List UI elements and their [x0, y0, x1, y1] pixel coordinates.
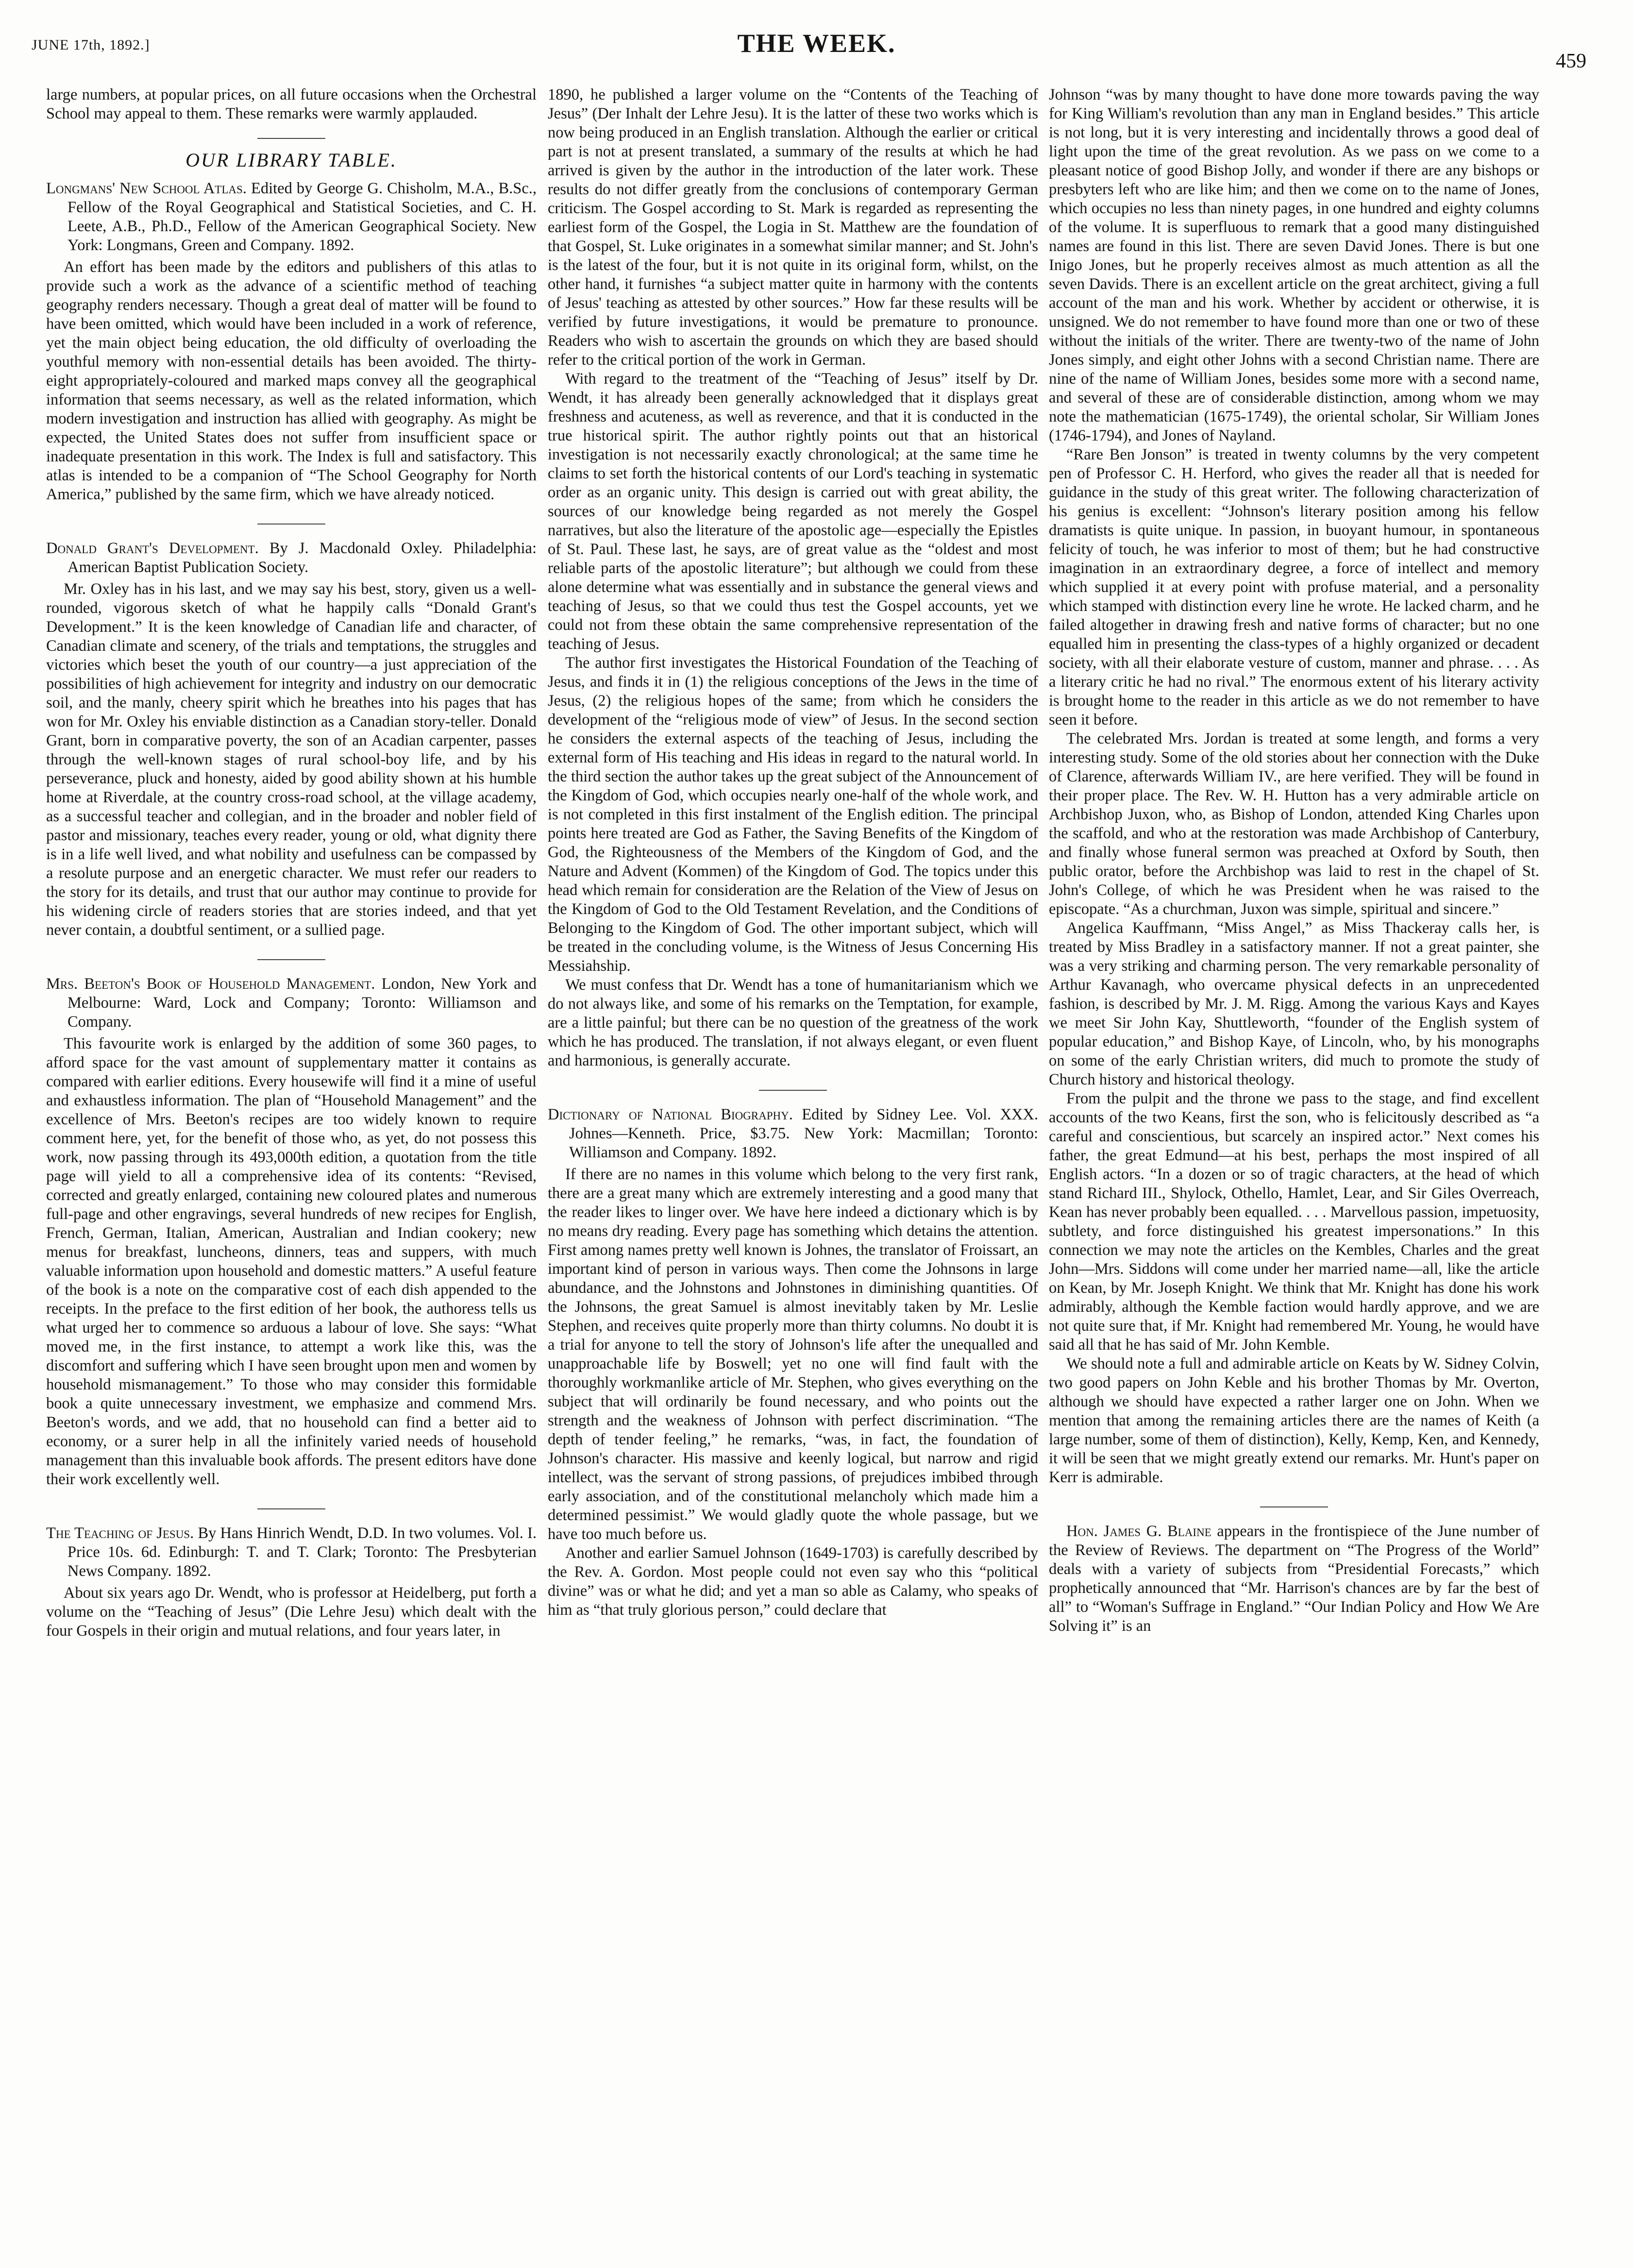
divider — [257, 1508, 325, 1509]
blaine-name: Hon. James G. Blaine — [1066, 1523, 1212, 1540]
paragraph: 1890, he published a larger volume on the “Contents of the Teaching of Jesus” (Der Inhalt der Lehre Jesu). It is the latter of these two works which is now being produced in an English translation. Although the earlier or critical part is not at present translated, a summary of the results at which he had arrived is given by the author in the introduction of the later work. These results do not differ greatly from the conclusions of contemporary German criticism. The Gospel according to St. Mark is regarded as representing the earliest form of the Gospel, the Logia in St. Matthew are the foundation of that Gospel, St. Luke originates in a somewhat similar manner; and St. John's is the latest of the four, but it is not quite in its original form, whilst, on the other hand, it furnishes “a subject matter quite in harmony with the contents of Jesus' teaching as attested by other sources.” How far these results will be verified by future investigations, it would be premature to pronounce. Readers who wish to ascertain the grounds on which they are based should refer to the critical portion of the work in German. — [548, 86, 1038, 369]
review-meta: Edited by Sidney Lee. Vol. XXX. Johnes—Kenneth. Price, $3.75. New York: Macmillan; Toronto: Williamson and Company. 1892. — [569, 1106, 1038, 1161]
review-body-atlas: An effort has been made by the editors and publishers of this atlas to provide such a work as the advance of a scientific method of teaching geography renders necessary. Though a great deal of matter will be found to have been omitted, which would have been included in a work of reference, yet the main object being education, the old difficulty of overloading the youthful memory with non-essential details has been avoided. The thirty-eight appropriately-coloured and marked maps convey all the geographical information that seems necessary, as well as the related information, which modern investigation and instruction has allied with geography. As might be expected, the United States does not suffer from insufficient space or inadequate presentation in this work. The Index is full and satisfactory. This atlas is intended to be a companion of “The School Geography for North America,” published by the same firm, which we have already noticed. — [46, 258, 537, 503]
review-meta: Edited by George G. Chisholm, M.A., B.Sc., Fellow of the Royal Geographical and Statistical Societies, and C. H. Leete, A.B., Ph.D., Fellow of the American Geographical Society. New York: Longmans, Green and Company. 1892. — [67, 180, 537, 254]
paragraph: From the pulpit and the throne we pass to the stage, and find excellent accounts of the two Keans, first the son, who is felicitously described as “a careful and conscientious, but scarcely an inspired actor.” Next comes his father, the great Edmund—at his best, perhaps the most inspired of all English actors. “In a dozen or so of tragic characters, at the head of which stand Richard III., Shylock, Othello, Hamlet, Lear, and Sir Giles Overreach, Kean has never probably been equalled. . . . Marvellous passion, impetuosity, subtlety, and force distinguished his greatest impersonations.” In this connection we may note the articles on the Kembles, Charles and the great John—Mrs. Siddons will come under her married name—all, like the article on Kean, by Mr. Joseph Knight. We think that Mr. Knight has done his work admirably, although the Kemble faction would hardly approve, and we are not quite sure that, if Mr. Knight had remembered Mr. Young, he would have said all that he has said of Mr. John Kemble. — [1049, 1090, 1539, 1354]
divider — [759, 1090, 827, 1091]
divider — [1260, 1506, 1328, 1507]
review-heading-grant — [46, 539, 537, 577]
review-meta: London, New York and Melbourne: Ward, Lock and Company; Toronto: Williamson and Company. — [67, 975, 537, 1031]
review-body-wendt: About six years ago Dr. Wendt, who is professor at Heidelberg, put forth a volume on the “Teaching of Jesus” (Die Lehre Jesu) which dealt with the four Gospels in their origin and mutual relations, and four years later, in — [46, 1584, 537, 1640]
review-title: Mrs. Beeton's Book of Household Management. — [46, 975, 375, 993]
divider — [257, 524, 325, 525]
paragraph: With regard to the treatment of the “Teaching of Jesus” itself by Dr. Wendt, it has already been generally acknowledged that it displays great freshness and acuteness, as well as reverence, and that it is conducted in the true historical spirit. The author rightly points out that an historical investigation is not necessarily exactly chronological; at the same time he claims to set forth the historical contents of our Lord's teaching in systematic order as an organic unity. This design is carried out with great ability, the sources of our knowledge being regarded as not merely the Gospel narratives, but also the literature of the apostolic age—especially the Epistles of St. Paul. These last, he says, are of great value as the “oldest and most reliable parts of the apostolic literature”; but although we could from these alone determine what was essentially and in substance the general views and teaching of Jesus, so that we could thus test the Gospel accounts, yet we could not from these obtain the same comprehensive representation of the teaching of Jesus. — [548, 370, 1038, 653]
paragraph: Angelica Kauffmann, “Miss Angel,” as Miss Thackeray calls her, is treated by Miss Bradley in a satisfactory manner. If not a great painter, she was a very striking and charming person. The very remarkable personality of Arthur Kavanagh, who overcame physical defects in an unprecedented fashion, is described by Mr. J. M. Rigg. Among the various Kays and Kayes we meet Sir John Kay, Shuttleworth, “founder of the English system of popular education,” and Bishop Kaye, of Lincoln, who, by his monographs on some of the early Christian writers, did much to promote the study of Church history and historical theology. — [1049, 919, 1539, 1088]
column-left — [46, 85, 537, 2256]
column-middle — [548, 85, 1038, 2256]
review-body-dnb: If there are no names in this volume which belong to the very first rank, there are a great many which are extremely interesting and a good many that the reader likes to linger over. We have here indeed a dictionary which is by no means dry reading. Every page has something which detains the attention. First among names pretty well known is Johnes, the translator of Froissart, an important kind of person in various ways. Then come the Johnsons in large abundance, and the Johnstons and Johnstones in diminishing quantities. Of the Johnsons, the great Samuel is almost inevitably taken by Mr. Leslie Stephen, and receives quite properly more than thirty columns. No doubt it is a trial for anyone to tell the story of Johnson's life after the unequalled and unapproachable life by Boswell; yet no one will find fault with the thoroughly workmanlike article of Mr. Stephen, who gives everything on the subject that will ordinarily be found necessary, and who points out the strength and the weakness of Johnson with perfect discrimination. “The depth of tender feeling,” he remarks, “was, in fact, the foundation of Johnson's character. His massive and keenly logical, but narrow and rigid intellect, was the servant of strong passions, of prejudices imbibed through early association, and of the constitutional melancholy which made him a determined pessimist.” We would gladly quote the whole passage, but we have too much before us. — [548, 1166, 1038, 1543]
review-meta: By Hans Hinrich Wendt, D.D. In two volumes. Vol. I. Price 10s. 6d. Edinburgh: T. and T. Clark; Toronto: The Presbyterian News Company. 1892. — [67, 1524, 537, 1580]
review-title: Longmans' New School Atlas. — [46, 180, 247, 197]
paragraph: Another and earlier Samuel Johnson (1649-1703) is carefully described by the Rev. A. Gordon. Most people could not even say who this “political divine” was or what he did; and yet a man so able as Calamy, who speaks of him as “that truly glorious person,” could declare that — [548, 1544, 1038, 1619]
section-title: OUR LIBRARY TABLE. — [185, 149, 397, 171]
paragraph: Johnson “was by many thought to have done more towards paving the way for King William's revolution than any man in England besides.” This article is not long, but it is very interesting and incidentally throws a good deal of light upon the time of the great revolution. As we pass on we come to a pleasant notice of good Bishop Jolly, and wonder if there are any bishops or presbyters left who are like him; and then we come on to the name of Jones, which occupies no less than ninety pages, in one hundred and eighty columns of the volume. It is superfluous to remark that a good many distinguished names are found in this list. There are seven David Jones. There is but one Inigo Jones, but he properly receives almost as much attention as all the seven Davids. There is an excellent article on the great architect, giving a full account of the man and his work. Whether by accident or otherwise, it is unsigned. We do not remember to have found more than one or two of these without the initials of the writer. There are twenty-two of the name of John Jones simply, and eight other Johns with a second Christian name. There are nine of the name of William Jones, besides some more with a second name, and several of these are of considerable distinction, among whom we may note the mathematician (1675-1749), the oriental scholar, Sir William Jones (1746-1794), and Jones of Nayland. — [1049, 86, 1539, 444]
review-meta: By J. Macdonald Oxley. Philadelphia: American Baptist Publication Society. — [67, 540, 537, 576]
review-body-grant: Mr. Oxley has in his last, and we may say his best, story, given us a well-rounded, vigorous sketch of what he happily calls “Donald Grant's Development.” It is the keen knowledge of Canadian life and character, of Canadian climate and scenery, of the trials and temptations, the struggles and victories which beset the youth of our country—a just appreciation of the possibilities of high achievement for integrity and industry on our democratic soil, and the manly, cheery spirit which he breathes into his pages that has won for Mr. Oxley his enviable distinction as a Canadian story-teller. Donald Grant, born in comparative poverty, the son of an Acadian carpenter, passes through the well-known stages of rural school-boy life, and by his perseverance, pluck and honesty, aided by good ability shown at his humble home at Riverdale, at the country cross-road school, at the village academy, as a successful teacher and collegian, and in the broader and nobler field of pastor and missionary, teaches every reader, young or old, what dignity there is in a life well lived, and what nobility and usefulness can be compassed by a resolute purpose and an energetic character. We must refer our readers to the story for its details, and trust that our author may continue to provide for his widening circle of readers stories that are stories indeed, and that yet never contain, a doubtful sentiment, or a sullied page. — [46, 580, 537, 939]
issue-date: JUNE 17th, 1892.] — [32, 37, 150, 53]
intro-paragraph: large numbers, at popular prices, on all future occasions when the Orchestral School may appeal to them. These remarks were warmly applauded. — [46, 86, 537, 122]
column-right — [1049, 85, 1539, 2256]
publication-title: THE WEEK. — [737, 29, 896, 58]
paragraph: “Rare Ben Jonson” is treated in twenty columns by the very competent pen of Professor C. H. Herford, who gives the reader all that is needed for guidance in the study of this great writer. The following characterization of his genius is excellent: “Johnson's literary position among his fellow dramatists is quite unique. In passion, in buoyant humour, in spontaneous felicity of touch, he was inferior to most of them; but he had constructive imagination in an extraordinary degree, a force of intellect and memory which supplied it at every point with profuse material, and a personality which stamped with distinction every line he wrote. He lacked charm, and he failed altogether in drawing fresh and native forms of character; but no one equalled him in presenting the class-types of a highly organized or decadent society, with all their elaborate vesture of custom, manner and phrase. . . . As a literary critic he had no rival.” The enormous extent of his literary activity is brought home to the reader in this article as we do not remember to have seen it before. — [1049, 446, 1539, 728]
review-body-beeton: This favourite work is enlarged by the addition of some 360 pages, to afford space for the vast amount of supplementary matter it contains as compared with earlier editions. Every housewife will find it a mine of useful and exhaustless information. The plan of “Household Management” and the excellence of Mrs. Beeton's recipes are too widely known to require comment here, yet, for the benefit of those who, as yet, do not possess this work, now passing through its 493,000th edition, a quotation from the title page will yield to all a comprehensive idea of its contents: “Revised, corrected and greatly enlarged, containing new coloured plates and numerous full-page and other engravings, several hundreds of new recipes for English, French, German, Italian, American, Australian and Indian cookery; new menus for breakfast, luncheons, dinners, teas and suppers, with much valuable information upon household and domestic matters.” A useful feature of the book is a note on the comparative cost of each dish appended to the receipts. In the preface to the first edition of her book, the authoress tells us what urged her to commence so arduous a labour of love. She says: “What moved me, in the first instance, to attempt a work like this, was the discomfort and suffering which I have seen brought upon men and women by household mismanagement.” To those who may consider this formidable book a quite unnecessary investment, we emphasize and commend Mrs. Beeton's words, and we add, that no household can find a better aid to economy, or a surer help in all the infinitely varied needs of household management than this invaluable book affords. The present editors have done their work excellently well. — [46, 1035, 537, 1488]
paragraph: The author first investigates the Historical Foundation of the Teaching of Jesus, and finds it in (1) the religious conceptions of the Jews in the time of Jesus, (2) the religious hopes of the same; from which he considers the development of the “religious mode of view” of Jesus. In the second section he considers the external aspects of the teaching of Jesus, including the external form of His teaching and His ideas in regard to the natural world. In the third section the author takes up the great subject of the Announcement of the Kingdom of God, which occupies nearly one-half of the whole work, and is not completed in this first instalment of the English edition. The principal points here treated are God as Father, the Saving Benefits of the Kingdom of God, the Righteousness of the Members of the Kingdom of God, and the Nature and Advent (Kommen) of the Kingdom of God. The topics under this head which remain for consideration are the Relation of the View of Jesus on the Kingdom of God to the Old Testament Revelation, and the Conditions of Belonging to the Kingdom of God. The other important subject, which will be treated in the concluding volume, is the Witness of Jesus Concerning His Messiahship. — [548, 654, 1038, 975]
paragraph: We must confess that Dr. Wendt has a tone of humanitarianism which we do not always like, and some of his remarks on the Temptation, for example, are a little painful; but there can be no question of the greatness of the work which he has produced. The translation, if not always elegant, or even fluent and harmonious, is generally accurate. — [548, 976, 1038, 1069]
blaine-paragraph — [1049, 1522, 1539, 1636]
review-heading-dnb — [548, 1105, 1038, 1162]
paragraph: The celebrated Mrs. Jordan is treated at some length, and forms a very interesting study. Some of the old stories about her connection with the Duke of Clarence, afterwards William IV., are here verified. They will be found in their proper place. The Rev. W. H. Hutton has a very admirable article on Archbishop Juxon, who, as Bishop of London, attended King Charles upon the scaffold, and who at the restoration was made Archbishop of Canterbury, and finally whose funeral sermon was preached at Oxford by South, then public orator, before the Archbishop was laid to rest in the chapel of St. John's College, of which he was President when he was raised to the episcopate. “As a churchman, Juxon was simple, spiritual and sincere.” — [1049, 730, 1539, 918]
blaine-body: appears in the frontispiece of the June number of the Review of Reviews. The department on “The Progress of the World” deals with a variety of subjects from “Presidential Forecasts,” which prophetically announced that “Mr. Harrison's chances are by far the best of all” to “Woman's Suffrage in England.” “Our Indian Policy and How We Are Solving it” is an — [1049, 1523, 1539, 1635]
review-title: The Teaching of Jesus. — [46, 1524, 194, 1542]
divider — [257, 138, 325, 139]
review-heading-wendt — [46, 1524, 537, 1581]
review-title: Dictionary of National Biography. — [548, 1106, 793, 1123]
page-number: 459 — [1556, 50, 1586, 72]
divider — [257, 959, 325, 960]
review-title: Donald Grant's Development. — [46, 540, 259, 557]
page-header — [0, 28, 1633, 82]
paragraph: We should note a full and admirable article on Keats by W. Sidney Colvin, two good papers on John Keble and his brother Thomas by Mr. Overton, although we should have expected a rather larger one on John. When we mention that among the remaining articles there are the names of Keith (a large number, some of them of distinction), Kelly, Kemp, Ken, and Kennedy, it will be seen that we might greatly extend our remarks. Mr. Hunt's paper on Kerr is admirable. — [1049, 1355, 1539, 1486]
review-heading-beeton — [46, 975, 537, 1032]
review-heading-atlas — [46, 179, 537, 255]
